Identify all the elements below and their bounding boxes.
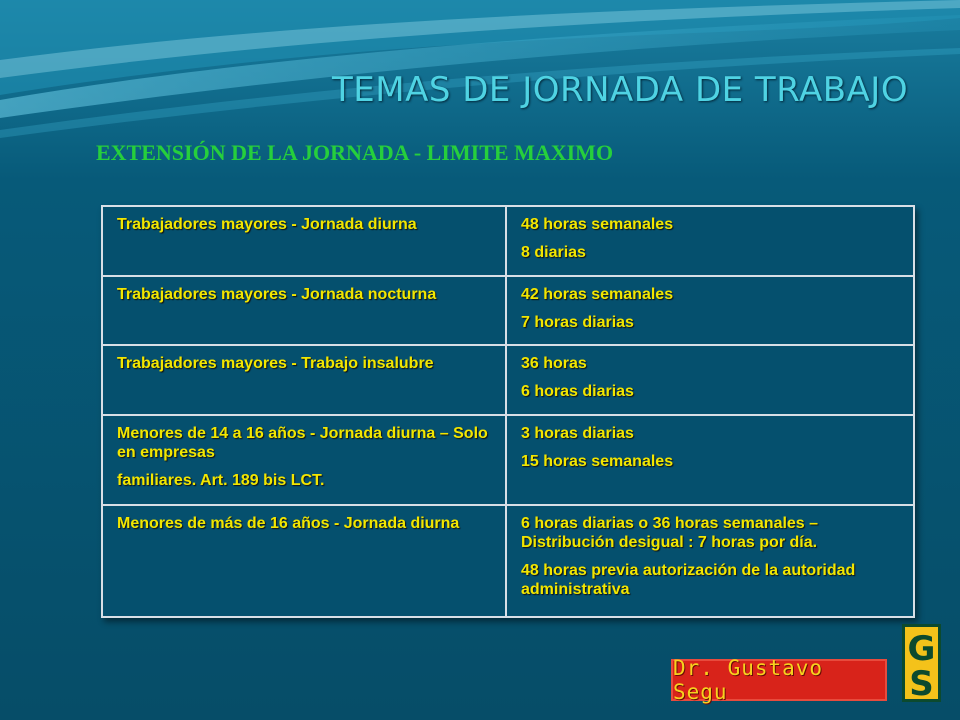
author-logo [671, 656, 887, 704]
limit-text: 8 diarias [521, 244, 586, 261]
table-row [102, 415, 914, 506]
limit-text: 42 horas semanales [521, 285, 674, 303]
category-text: Menores de 14 a 16 años - Jornada diurna – Solo en empresas [117, 424, 488, 461]
limit-text: 7 horas diarias [521, 313, 634, 331]
limit-text: 36 horas [521, 355, 587, 373]
category-cell [102, 505, 506, 617]
category-cell [102, 206, 506, 276]
limits-table [101, 205, 915, 618]
category-text: Trabajadores mayores - Trabajo insalubre [117, 355, 434, 373]
table-row [102, 276, 914, 346]
limit-text: 3 horas diarias [521, 424, 634, 442]
limit-text: 15 horas semanales [521, 452, 674, 470]
limit-text: 6 horas diarias [521, 383, 634, 401]
category-cell [102, 276, 506, 346]
limit-cell [506, 206, 914, 276]
category-text: Trabajadores mayores - Jornada nocturna [117, 285, 437, 303]
category-text: Menores de más de 16 años - Jornada diurna [117, 515, 460, 533]
work-hours-table [101, 205, 915, 618]
limit-text: 6 horas diarias o 36 horas semanales – Distribución desigual : 7 horas por día. [521, 515, 819, 552]
monogram-icon [905, 627, 938, 699]
table-row [102, 206, 914, 276]
table-row [102, 345, 914, 415]
category-text: familiares. Art. 189 bis LCT. [117, 471, 325, 489]
slide-title: TEMAS DE JORNADA DE TRABAJO [332, 70, 909, 110]
monogram-letter-g: G [907, 629, 936, 669]
limit-cell [506, 505, 914, 617]
monogram-letter-s: S [909, 664, 934, 699]
category-cell [102, 415, 506, 506]
author-name: Dr. Gustavo Segu [673, 656, 824, 704]
limit-text: 48 horas previa autorización de la autoridad administrativa [521, 562, 856, 599]
category-text: Trabajadores mayores - Jornada diurna [117, 216, 417, 233]
limit-cell [506, 345, 914, 415]
slide-subtitle: EXTENSIÓN DE LA JORNADA - LIMITE MAXIMO [96, 140, 614, 165]
limit-cell [506, 276, 914, 346]
gs-monogram-logo [902, 624, 941, 702]
limit-cell [506, 415, 914, 506]
table-row [102, 505, 914, 617]
category-cell [102, 345, 506, 415]
limit-text: 48 horas semanales [521, 216, 674, 233]
